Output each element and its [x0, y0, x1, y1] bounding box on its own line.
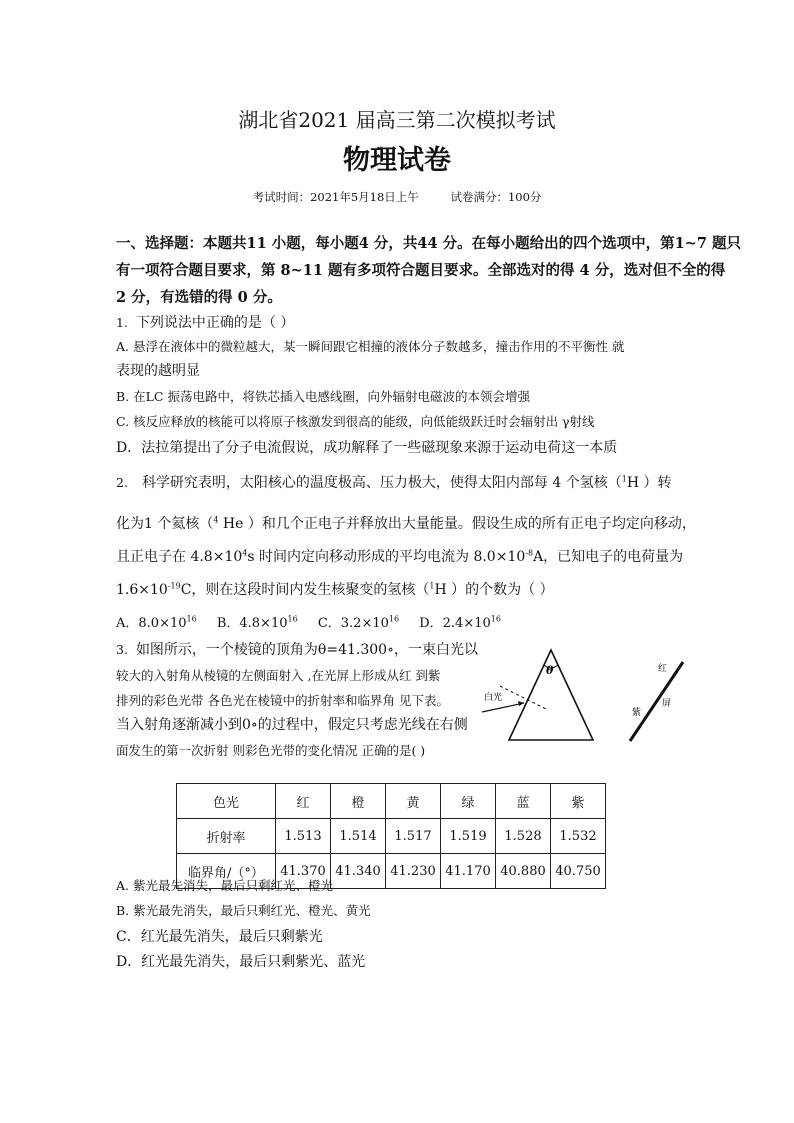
- q3-line3: 排列的彩色光带 各色光在棱镜中的折射率和临界角 见下表。: [116, 693, 449, 708]
- table-cell: 折射率: [177, 819, 276, 854]
- light-screen: [630, 662, 683, 741]
- q2-line2: 化为1 个氦核（$^4$ He ）和几个正电子并释放出大量能量。假设生成的所有正电子均定向移动，: [116, 515, 696, 532]
- table-row: [177, 819, 606, 854]
- table-header-cell: 色光: [177, 784, 276, 819]
- table-cell: 40.750: [551, 854, 606, 889]
- q1-stem: 下列说法中正确的是（ ）: [135, 315, 295, 331]
- prism-figure: [478, 640, 698, 750]
- q1-option-a-line2: 表现的越明显: [116, 363, 200, 379]
- table-cell: 1.513: [276, 819, 331, 854]
- table-header-row: [177, 784, 606, 819]
- q2-line1: 2. 科学研究表明，太阳核心的温度极高、压力极大，使得太阳内部每 4 个氢核（$^1$H ）转: [116, 474, 672, 491]
- table-header-cell: 紫: [551, 784, 606, 819]
- purple-label: 紫: [632, 708, 642, 718]
- table-header-cell: 蓝: [496, 784, 551, 819]
- theta-label: θ: [546, 664, 554, 677]
- q3-line2: 较大的入射角从棱镜的左侧面射入 ,在光屏上形成从红 到紫: [116, 668, 441, 683]
- q1-option-b: B. 在LC 振荡电路中，将铁芯插入电感线圈，向外辐射电磁波的本领会增强: [116, 389, 530, 404]
- table-cell: 1.532: [551, 819, 606, 854]
- table-cell: 41.370: [276, 854, 331, 889]
- table-cell: 1.528: [496, 819, 551, 854]
- q2-options: [116, 612, 501, 631]
- q1-stem-line: [116, 312, 294, 332]
- screen-label: 屏: [662, 699, 672, 709]
- table-cell: 1.519: [441, 819, 496, 854]
- section-instruction-line3: 2 分，有选错的得 0 分。: [116, 289, 282, 306]
- table-header-cell: 红: [276, 784, 331, 819]
- table-cell: 41.230: [386, 854, 441, 889]
- exam-meta: [0, 189, 794, 205]
- q1-number: 1.: [116, 315, 128, 330]
- full-score: 试卷满分：100分: [450, 190, 542, 204]
- exam-time: 考试时间：2021年5月18日上午: [252, 190, 419, 204]
- table-header-cell: 黄: [386, 784, 441, 819]
- q2-option-d: D．$2.4\times 10^{16}$: [419, 614, 501, 631]
- table-cell: 41.340: [331, 854, 386, 889]
- q3-option-a: A. 紫光最先消失，最后只剩红光、橙光: [116, 878, 333, 893]
- table-cell: 1.514: [331, 819, 386, 854]
- q1-option-d: D．法拉第提出了分子电流假说，成功解释了一些磁现象来源于运动电荷这一本质: [116, 440, 618, 456]
- q2-line3: 且正电子在 $4.8\times 10^4s$ 时间内定向移动形成的平均电流为 $8.0\times 10^{-8}A$，已知电子的电荷量为: [116, 548, 684, 565]
- table-header-cell: 橙: [331, 784, 386, 819]
- section-instruction-line1: 一、选择题：本题共11 小题，每小题4 分，共44 分。在每小题给出的四个选项中，第1~7 题只: [116, 235, 741, 252]
- white-light-label: 白光: [484, 693, 503, 703]
- q3-option-d: D．红光最先消失，最后只剩紫光、蓝光: [116, 954, 366, 970]
- table-cell: 40.880: [496, 854, 551, 889]
- q2-number: 2.: [116, 475, 128, 490]
- q2-line4: $1.6\times 10^{-19}C$，则在这段时间内发生核聚变的氢核（$^1$H ）的个数为（ ）: [116, 581, 554, 598]
- ray-arrow: [518, 701, 524, 706]
- table-cell: 临界角/（°）: [177, 854, 276, 889]
- table-header-cell: 绿: [441, 784, 496, 819]
- q3-line4: 当入射角逐渐减小到0∘的过程中，假定只考虑光线在右侧: [116, 717, 468, 733]
- q3-option-c: C．红光最先消失，最后只剩紫光: [116, 929, 323, 945]
- q3-number: 3.: [116, 642, 128, 657]
- q1-option-c: C. 核反应释放的核能可以将原子核激发到很高的能级，向低能级跃迁时会辐射出 γ射线: [116, 414, 595, 429]
- q1-option-a-line1: A. 悬浮在液体中的微粒越大，某一瞬间跟它相撞的液体分子数越多，撞击作用的不平衡性 就: [116, 339, 625, 354]
- refraction-table: [176, 783, 606, 889]
- table-cell: 1.517: [386, 819, 441, 854]
- q2-option-b: B．$4.8\times 10^{16}$: [216, 614, 298, 631]
- q3-line1: 3. 如图所示，一个棱镜的顶角为θ=41.300∘，一束白光以: [116, 642, 478, 658]
- q2-option-c: C．$3.2\times 10^{16}$: [317, 614, 400, 631]
- section-instruction-line2: 有一项符合题目要求，第 8~11 题有多项符合题目要求。全部选对的得 4 分，选对但不全的得: [116, 262, 726, 279]
- q2-option-a: A．$8.0\times 10^{16}$: [116, 614, 197, 631]
- incident-ray: [482, 703, 524, 712]
- exam-title: 湖北省2021 届高三第二次模拟考试: [238, 108, 556, 132]
- subject-title: 物理试卷: [343, 145, 451, 176]
- table-cell: 41.170: [441, 854, 496, 889]
- q3-line5: 面发生的第一次折射 则彩色光带的变化情况 正确的是( ): [116, 743, 426, 758]
- red-label: 红: [658, 664, 668, 674]
- q3-option-b: B. 紫光最先消失，最后只剩红光、橙光、黄光: [116, 903, 371, 918]
